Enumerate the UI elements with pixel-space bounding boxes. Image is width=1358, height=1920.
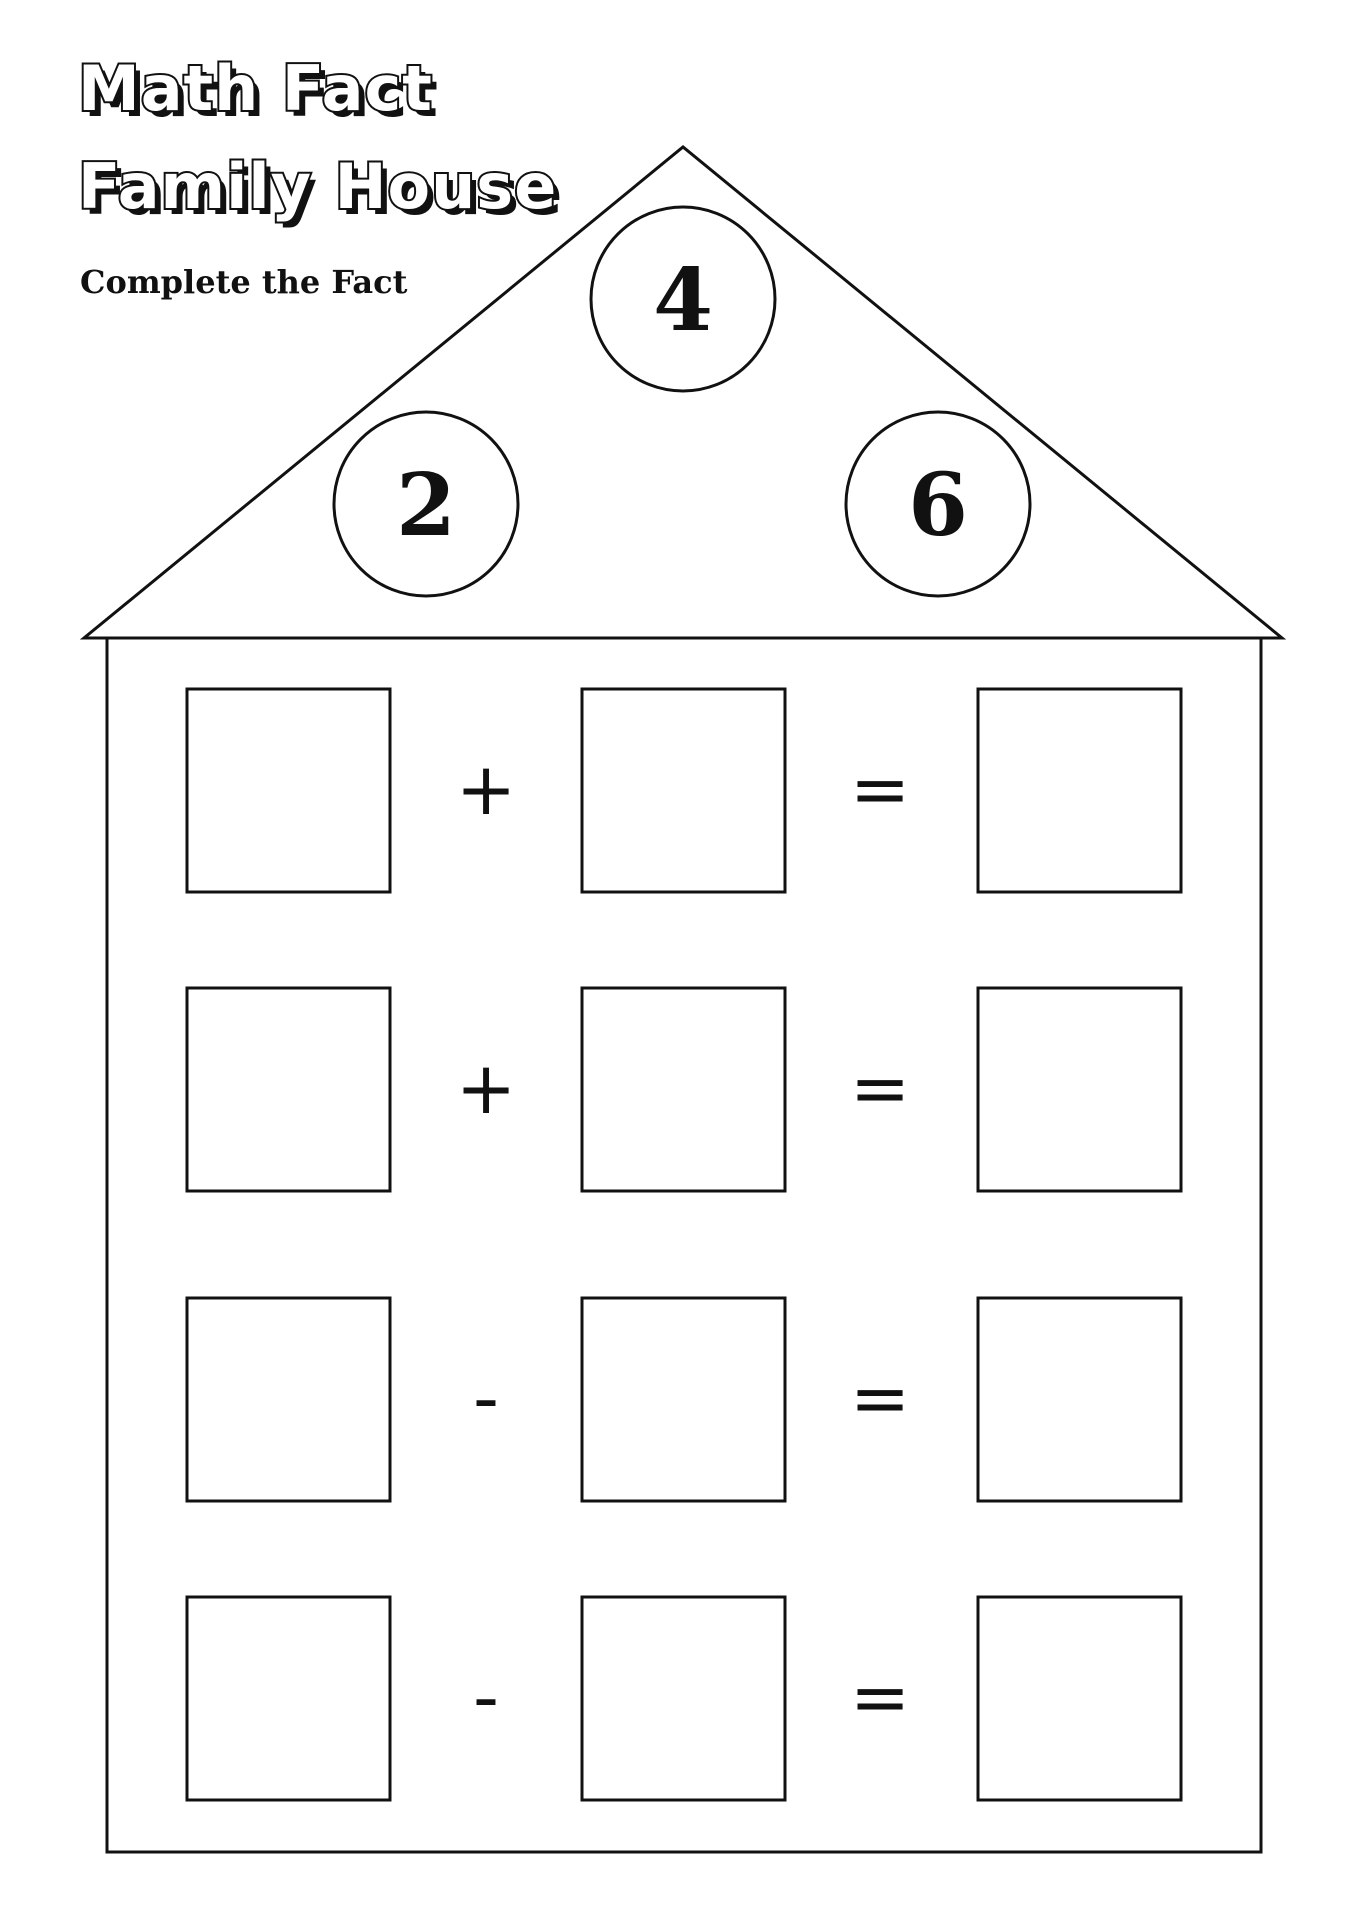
answer-box-result[interactable]	[978, 1597, 1181, 1800]
roof-number-left: 2	[396, 455, 456, 556]
roof-circle-left	[334, 412, 518, 596]
operator-sign: -	[473, 1655, 499, 1739]
answer-box-left[interactable]	[187, 1298, 390, 1501]
answer-box-middle[interactable]	[582, 689, 785, 892]
operator-sign: -	[473, 1356, 499, 1440]
answer-box-middle[interactable]	[582, 1597, 785, 1800]
answer-box-middle[interactable]	[582, 988, 785, 1191]
answer-box-result[interactable]	[978, 689, 1181, 892]
equals-sign: =	[849, 1046, 911, 1130]
answer-box-middle[interactable]	[582, 1298, 785, 1501]
roof-circle-top	[591, 207, 775, 391]
equation-row-2	[187, 988, 1181, 1191]
answer-box-result[interactable]	[978, 1298, 1181, 1501]
equals-sign: =	[849, 1356, 911, 1440]
answer-box-left[interactable]	[187, 689, 390, 892]
worksheet-subtitle: Complete the Fact	[80, 263, 408, 301]
worksheet-title-line-2: Family House	[78, 150, 558, 223]
equals-sign: =	[849, 1655, 911, 1739]
equation-row-3	[187, 1298, 1181, 1501]
operator-sign: +	[455, 1046, 517, 1130]
worksheet-title-line-1: Math Fact	[78, 52, 433, 125]
roof-number-top: 4	[653, 250, 713, 351]
equation-row-4	[187, 1597, 1181, 1800]
equals-sign: =	[849, 747, 911, 831]
answer-box-left[interactable]	[187, 1597, 390, 1800]
operator-sign: +	[455, 747, 517, 831]
roof-number-right: 6	[908, 455, 968, 556]
answer-box-result[interactable]	[978, 988, 1181, 1191]
roof-circle-right	[846, 412, 1030, 596]
equation-row-1	[187, 689, 1181, 892]
answer-box-left[interactable]	[187, 988, 390, 1191]
